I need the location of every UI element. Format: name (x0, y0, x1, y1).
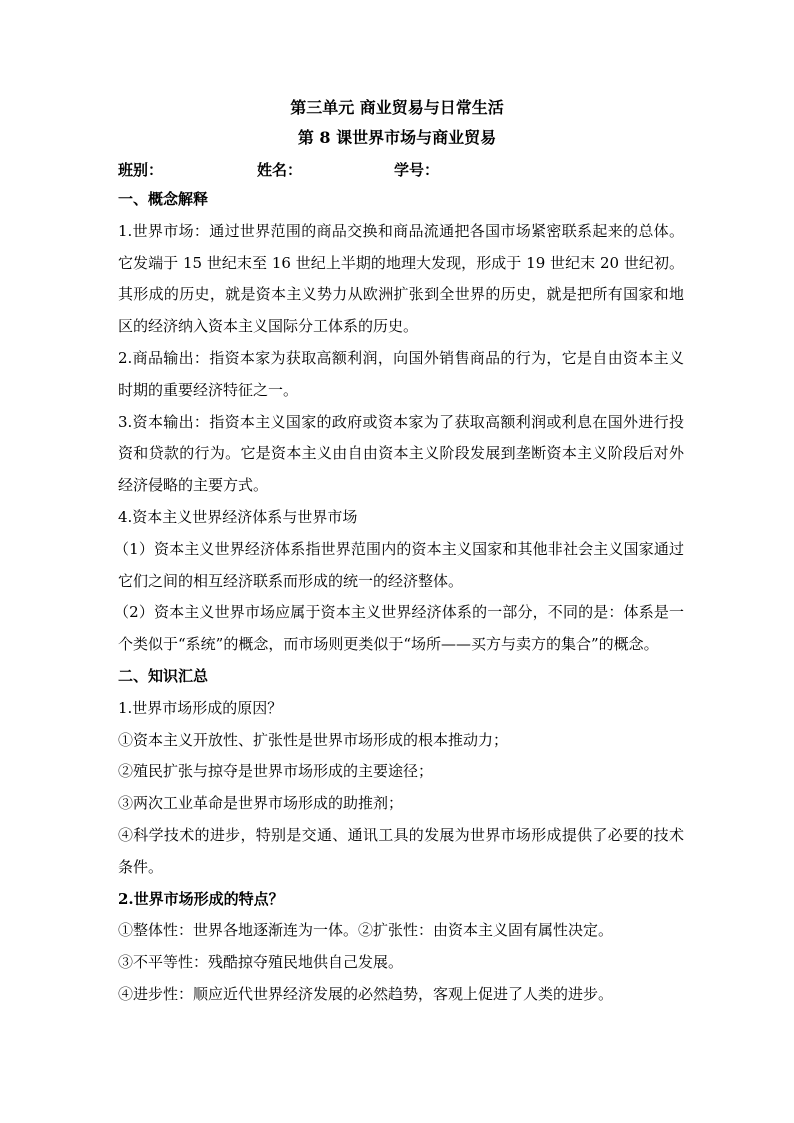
section-heading-concepts: 一、概念解释 (118, 190, 209, 208)
q1-item: ①资本主义开放性、扩张性是世界市场形成的根本推动力； (118, 730, 509, 749)
concept-commodity-export: 2.商品输出：指资本家为获取高额利润，向国外销售商品的行为，它是自由资本主义时期的重要经济特征之一。 (118, 348, 684, 399)
q2-item: ①整体性：世界各地逐渐连为一体。②扩张性：由资本主义固有属性决定。 (118, 921, 614, 940)
document-body (114, 184, 684, 1011)
q1-item: ②殖民扩张与掠夺是世界市场形成的主要途径； (118, 762, 434, 781)
class-label: 班别： (118, 161, 164, 179)
concept-subitem-2: （2）资本主义世界市场应属于资本主义世界经济体系的一部分，不同的是：体系是一个类似于“系统”的概念，而市场则更类似于“场所——买方与卖方的集合”的概念。 (114, 603, 684, 654)
q1-item: ③两次工业革命是世界市场形成的助推剂； (118, 794, 404, 813)
unit-title: 第三单元 商业贸易与日常生活 (290, 98, 504, 117)
concept-world-market: 1.世界市场：通过世界范围的商品交换和商品流通把各国市场紧密联系起来的总体。它发端于 15 世纪末至 16 世纪上半期的地理大发现，形成于 19 世纪末 20 世纪初。其形成的历史，就是资本主义势力从欧洲扩张到全世界的历史，就是把所有国家和地区的经济纳入资本主义国际分工体系的历史。 (118, 221, 684, 336)
section-heading-summary: 二、知识汇总 (118, 666, 209, 685)
concept-capital-export: 3.资本输出：指资本主义国家的政府或资本家为了获取高额利润或利息在国外进行投资和贷款的行为。它是资本主义由自由资本主义阶段发展到垄断资本主义阶段后对外经济侵略的主要方式。 (118, 412, 684, 495)
question-1: 1.世界市场形成的原因？ (118, 698, 283, 717)
lesson-title: 第 8 课世界市场与商业贸易 (297, 128, 497, 147)
q2-item: ④进步性：顺应近代世界经济发展的必然趋势，客观上促进了人类的进步。 (118, 984, 614, 1003)
q2-item: ③不平等性：残酷掠夺殖民地供自己发展。 (118, 953, 404, 972)
name-label: 姓名： (257, 161, 303, 179)
question-2: 2.世界市场形成的特点？ (118, 889, 284, 908)
student-id-label: 学号： (394, 161, 440, 179)
concept-subitem-1: （1）资本主义世界经济体系指世界范围内的资本主义国家和其他非社会主义国家通过它们之间的相互经济联系而形成的统一的经济整体。 (114, 539, 684, 590)
q1-item: ④科学技术的进步，特别是交通、通讯工具的发展为世界市场形成提供了必要的技术条件。 (118, 825, 684, 876)
concept-system-and-market: 4.资本主义世界经济体系与世界市场 (118, 507, 358, 526)
